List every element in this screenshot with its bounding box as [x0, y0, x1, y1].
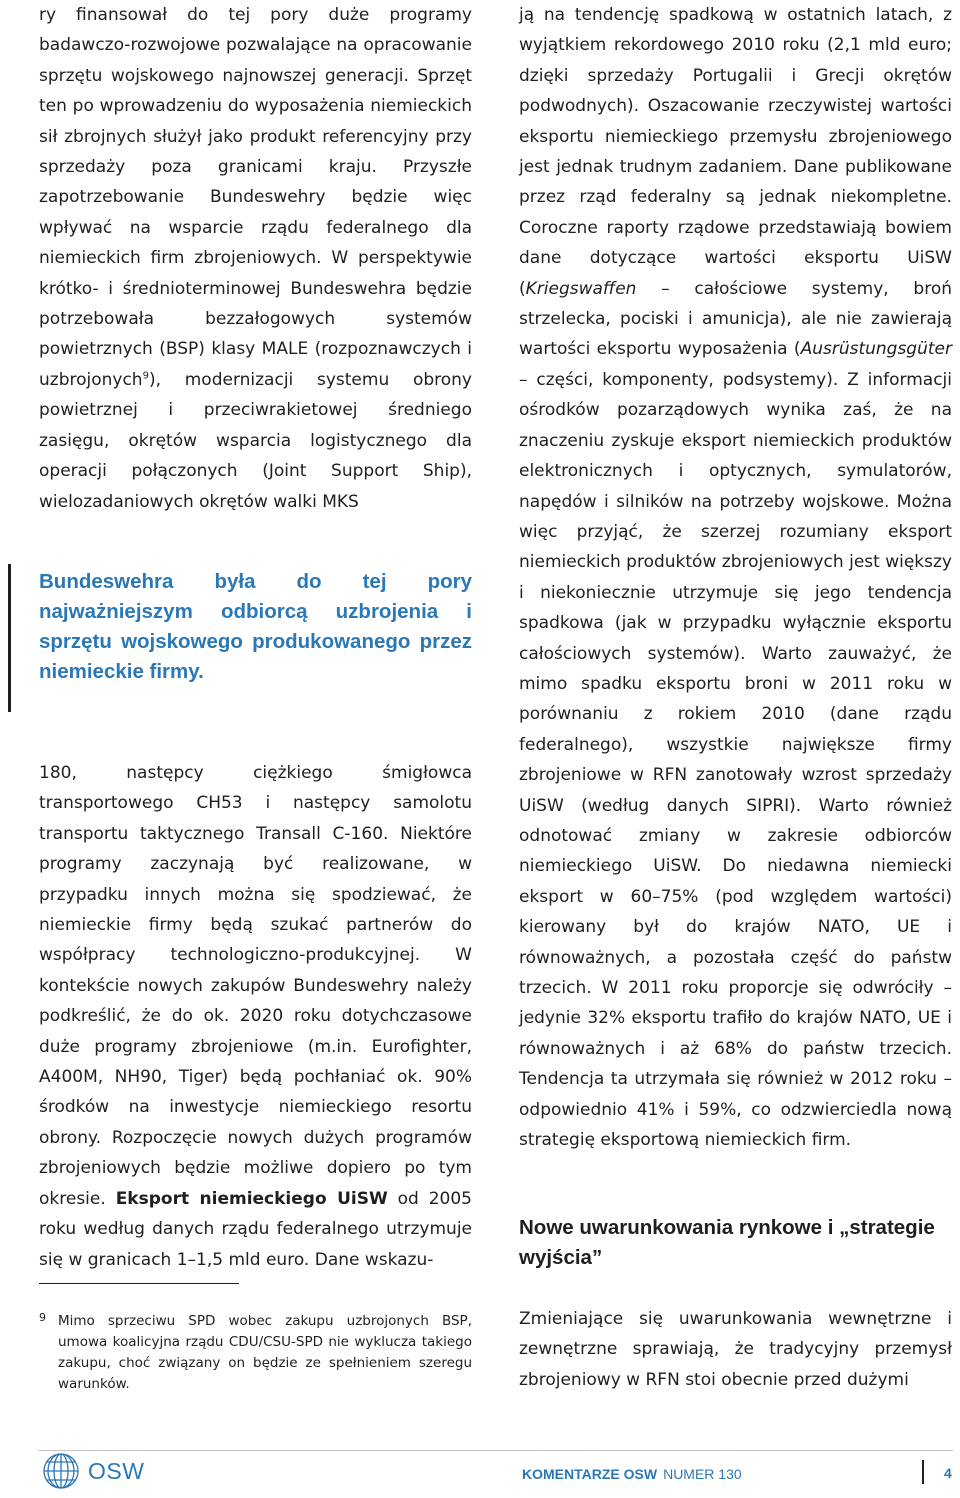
lead-in-bold: Eksport niemieckiego UiSW — [115, 1188, 388, 1209]
body-paragraph: 180, następcy ciężkiego śmigłowca transportowego CH53 i następcy samolotu transportu taktycznego Transall C-160. Niektóre programy zaczynają być realizowane, w przypadku innych można się spodziewać, że niemieckie firmy będą szukać partnerów do współpracy technologiczno-produkcyjnej. W kontekście nowych zakupów Bundeswehry należy podkreślić, że do ok. 2020 roku dotychczasowe duże programy zbrojeniowe (m.in. Eurofighter, A400M, NH90, Tiger) będą pochłaniać ok. 90% środków na inwestycje niemieckiego resortu obrony. Rozpoczęcie nowych dużych programów zbrojeniowych będzie możliwe dopiero po tym okresie. Eksport niemieckiego UiSW od 2005 roku według danych rządu federalnego utrzymuje się w granicach 1–1,5 mld euro. Dane wskazu- — [39, 763, 472, 1270]
body-paragraph: ry finansował do tej pory duże programy badawczo-rozwojowe pozwalające na opracowanie sprzętu wojskowego najnowszej generacji. Sprzęt ten po wprowadzeniu do wyposażenia niemieckich sił zbrojnych służył jako produkt referencyjny przy sprzedaży poza granicami kraju. Przyszłe zapotrzebowanie Bundeswehry będzie więc wpływać na wsparcie rządu federalnego dla niemieckich firm zbrojeniowych. W perspektywie krótko- i średnioterminowej Bundeswehra będzie potrzebowała bezzałogowych systemów powietrznych (BSP) klasy MALE (rozpoznawczych i uzbrojonych$^9$), modernizacji systemu obrony powietrznej i przeciwrakietowej średniego zasięgu, okrętów wsparcia logistycznego dla operacji połączonych (Joint Support Ship), wielozadaniowych okrętów walki MKS — [39, 5, 472, 512]
right-column-lower — [519, 1304, 952, 1395]
footnote-number: 9 — [39, 1311, 46, 1324]
body-paragraph: Zmieniające się uwarunkowania wewnętrzne i zewnętrzne sprawiają, że tradycyjny przemysł zbrojeniowy w RFN stoi obecnie przed dużymi — [519, 1309, 952, 1390]
pull-quote-bar — [8, 564, 11, 712]
logo-text: OSW — [88, 1458, 145, 1484]
series-name: KOMENTARZE OSW — [522, 1466, 658, 1482]
footnote-ref[interactable]: 9 — [142, 370, 149, 382]
series-number: NUMER 130 — [663, 1466, 742, 1482]
page-number-bar — [922, 1460, 924, 1484]
section-heading: Nowe uwarunkowania rynkowe i „strategie wyjścia” — [519, 1216, 935, 1269]
left-column — [39, 0, 472, 517]
publication-series — [522, 1466, 742, 1482]
left-column-lower — [39, 758, 472, 1275]
footnote-rule — [39, 1283, 239, 1284]
body-paragraph: ją na tendencję spadkową w ostatnich latach, z wyjątkiem rekordowego 2010 roku (2,1 mld euro; dzięki sprzedaży Portugalii i Grecji okrętów podwodnych). Oszacowanie rzeczywistej wartości eksportu niemieckiego przemysłu zbrojeniowego jest jednak trudnym zadaniem. Dane publikowane przez rząd federalny są jednak niekompletne. Coroczne raporty rządowe przedstawiają bowiem dane dotyczące wartości eksportu UiSW (Kriegswaffen – całościowe systemy, broń strzelecka, pociski i amunicja), ale nie zawierają wartości eksportu wyposażenia (Ausrüstungsgüter – części, komponenty, podsystemy). Z informacji ośrodków pozarządowych wynika zaś, że na znaczeniu zyskuje eksport niemieckich produktów elektronicznych i optycznych, symulatorów, napędów i silników na potrzeby wojskowe. Można więc przyjąć, że szerzej rozumiany eksport niemieckich produktów zbrojeniowych jest większy i niekoniecznie utrzymuje się jego tendencja spadkowa (jak w przypadku wyłącznie eksportu całościowych systemów). Warto zauważyć, że mimo spadku eksportu broni w 2011 roku w porównaniu z rokiem 2010 (dane rządu federalnego), wszystkie największe firmy zbrojeniowe w RFN zanotowały wzrost sprzedaży UiSW (według danych SIPRI). Warto również odnotować zmiany w zakresie odbiorców niemieckiego UiSW. Do niedawna niemiecki eksport w 60–75% (pod względem wartości) kierowany był do krajów NATO, UE i równoważnych, a pozostała część do państw trzecich. W 2011 roku proporcje się odwróciły – jedynie 32% eksportu trafiło do krajów NATO, UE i równoważnych i aż 68% do państw trzecich. Tendencja ta utrzymała się również w 2012 roku – odpowiednio 41% i 59%, co odzwierciedla nową strategię eksportową niemieckich firm. — [519, 5, 952, 1151]
footnote — [39, 1311, 472, 1395]
footnote-text: Mimo sprzeciwu SPD wobec zakupu uzbrojonych BSP, umowa koalicyjna rządu CDU/CSU-SPD nie wyklucza takiego zakupu, choć związany on będzie ze spełnieniem szeregu warunków. — [58, 1313, 472, 1392]
pull-quote: Bundeswehra była do tej pory najważniejszym odbiorcą uzbrojenia i sprzętu wojskowego produkowanego przez niemieckie firmy. — [39, 570, 472, 683]
page-number: 4 — [944, 1465, 952, 1481]
right-column — [519, 0, 952, 1155]
footer-rule — [38, 1450, 953, 1451]
